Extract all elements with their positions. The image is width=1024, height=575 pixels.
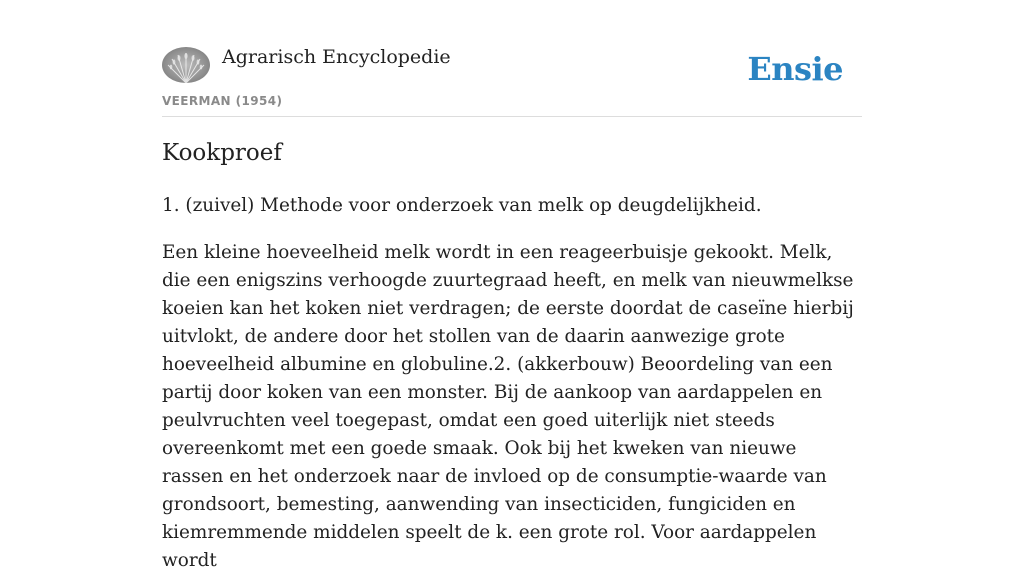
article-paragraph: Een kleine hoeveelheid melk wordt in een reageerbuisje gekookt. Melk, die een enigszins verhoogde zuurtegraad heeft, en melk van nieuwmelkse koeien kan het koken niet verdragen; de eerste doordat de caseïne hierbij uitvlokt, de andere door het stollen van de daarin aanwezige grote hoeveelheid albumine en globuline.2. (akkerbouw) Beoordeling van een partij door koken van een monster. Bij de aankoop van aardappelen en peulvruchten veel toegepast, omdat een goed uiterlijk niet steeds overeenkomt met een goede smaak. Ook bij het kweken van nieuwe rassen en het onderzoek naar de invloed op de consumptie-waarde van grondsoort, bemesting, aanwending van insecticiden, fungiciden en kiemremmende middelen speelt de k. een grote rol. Voor aardappelen wordt xyxy=(162,242,854,571)
author-year[interactable]: VEERMAN (1954) xyxy=(162,94,283,108)
wheat-logo-icon[interactable] xyxy=(162,47,210,83)
header xyxy=(162,0,862,117)
page xyxy=(162,0,862,571)
ensie-logo[interactable]: Ensie xyxy=(747,50,843,88)
article-title: Kookproef xyxy=(162,140,282,166)
article-paragraph: 1. (zuivel) Methode voor onderzoek van melk op deugdelijkheid. xyxy=(162,195,762,216)
publication-title[interactable]: Agrarisch Encyclopedie xyxy=(222,46,451,68)
